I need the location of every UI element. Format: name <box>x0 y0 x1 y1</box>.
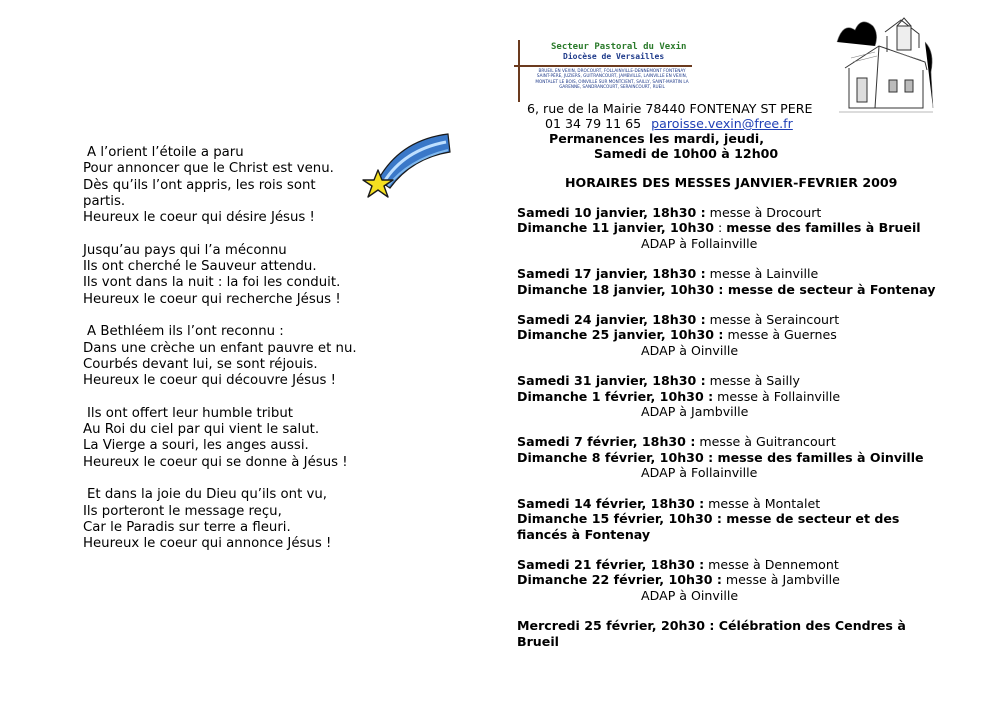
schedule-line: Dimanche 25 janvier, 10h30 : messe à Guernes <box>517 327 837 343</box>
church-illustration-icon <box>835 12 937 120</box>
adap-line: ADAP à Jambville <box>641 404 749 420</box>
poem-line: Ils vont dans la nuit : la foi les conduit. <box>83 275 341 291</box>
poem-line: A Bethléem ils l’ont reconnu : <box>87 324 284 340</box>
permanences-line-1: Permanences les mardi, jeudi, <box>549 131 764 146</box>
poem-line: Dès qu’ils l’ont appris, les rois sont <box>83 177 316 193</box>
poem-stanza-3 <box>83 324 383 389</box>
logo-subtitle: Diocèse de Versailles <box>563 52 665 61</box>
schedule-line: Samedi 31 janvier, 18h30 : messe à Sailly <box>517 373 800 389</box>
poem-line: Heureux le coeur qui recherche Jésus ! <box>83 291 341 307</box>
logo-villages: BRUEIL EN VEXIN, DROCOURT, FOLLAINVILLE-DENNEMONT FONTENAY SAINT-PÈRE, JUZIERS, GUITRANCOURT, JAMBVILLE, LAINVILLE EN VEXIN, MONTALET LE BOIS, OINVILLE SUR MONTCIENT, SAILLY, SAINT-MARTIN LA GARENNE, SANDRANCOURT, SERAINCOURT, RUEIL <box>535 68 689 90</box>
mass-schedule <box>517 205 967 664</box>
poem-line: Heureux le coeur qui découvre Jésus ! <box>83 373 337 389</box>
poem-line: Heureux le coeur qui se donne à Jésus ! <box>83 454 348 470</box>
adap-line: ADAP à Follainville <box>641 235 758 251</box>
cross-vertical <box>518 40 520 102</box>
poem-line: Heureux le coeur qui désire Jésus ! <box>83 210 315 226</box>
email-link[interactable]: paroisse.vexin@free.fr <box>651 116 793 131</box>
schedule-line: Samedi 14 février, 18h30 : messe à Montalet <box>517 495 821 511</box>
poem-stanza-4 <box>83 406 383 471</box>
poem-line: Ils ont offert leur humble tribut <box>87 405 293 421</box>
schedule-group <box>517 312 967 358</box>
logo-title: Secteur Pastoral du Vexin <box>551 42 687 52</box>
address: 6, rue de la Mairie 78440 FONTENAY ST PERE <box>527 101 813 116</box>
shooting-star-icon <box>360 130 452 202</box>
schedule-line: Mercredi 25 février, 20h30 : Célébration des Cendres à Brueil <box>517 618 906 649</box>
poem-line: Heureux le coeur qui annonce Jésus ! <box>83 536 332 552</box>
adap-line: ADAP à Oinville <box>641 342 739 358</box>
poem-line: partis. <box>83 193 126 209</box>
poem-line: Jusqu’au pays qui l’a méconnu <box>83 242 287 258</box>
phone: 01 34 79 11 65 <box>545 116 642 131</box>
schedule-group <box>517 618 967 649</box>
poem-line: Courbés devant lui, se sont réjouis. <box>83 356 318 372</box>
poem-line: Ils porteront le message reçu, <box>83 503 282 519</box>
poem-line: A l’orient l’étoile a paru <box>87 145 244 160</box>
poem-stanza-5 <box>83 487 383 552</box>
schedule-group <box>517 266 967 297</box>
schedule-group <box>517 373 967 419</box>
contact-line <box>545 116 793 131</box>
poem-stanza-1 <box>83 145 383 226</box>
schedule-line: Samedi 21 février, 18h30 : messe à Dennemont <box>517 556 839 572</box>
poem-stanza-2 <box>83 243 383 308</box>
cross-horizontal <box>514 65 692 67</box>
parish-logo <box>514 40 692 102</box>
poem-line: Dans une crèche un enfant pauvre et nu. <box>83 340 357 356</box>
schedule-group <box>517 496 967 542</box>
schedule-line: Samedi 7 février, 18h30 : messe à Guitrancourt <box>517 434 836 450</box>
schedule-line: Samedi 24 janvier, 18h30 : messe à Seraincourt <box>517 312 840 328</box>
poem-line: Pour annoncer que le Christ est venu. <box>83 161 334 177</box>
poem-line: Au Roi du ciel par qui vient le salut. <box>83 422 320 438</box>
schedule-line: Dimanche 11 janvier, 10h30 : messe des familles à Brueil <box>517 220 921 236</box>
schedule-title: HORAIRES DES MESSES JANVIER-FEVRIER 2009 <box>565 175 898 190</box>
poem-line: La Vierge a souri, les anges aussi. <box>83 438 309 454</box>
permanences-line-2: Samedi de 10h00 à 12h00 <box>594 146 779 161</box>
schedule-line: Dimanche 1 février, 10h30 : messe à Follainville <box>517 388 841 404</box>
poem-line: Car le Paradis sur terre a fleuri. <box>83 519 291 535</box>
poem <box>83 145 383 569</box>
poem-line: Et dans la joie du Dieu qu’ils ont vu, <box>87 487 328 503</box>
schedule-line: Dimanche 15 février, 10h30 : messe de secteur et des fiancés à Fontenay <box>517 511 900 542</box>
adap-line: ADAP à Follainville <box>641 465 758 481</box>
schedule-line: Samedi 10 janvier, 18h30 : messe à Drocourt <box>517 205 822 220</box>
poem-line: Ils ont cherché le Sauveur attendu. <box>83 259 317 275</box>
schedule-line: Dimanche 22 février, 10h30 : messe à Jambville <box>517 572 840 588</box>
schedule-line: Dimanche 18 janvier, 10h30 : messe de secteur à Fontenay <box>517 281 936 297</box>
schedule-line: Dimanche 8 février, 10h30 : messe des familles à Oinville <box>517 449 924 465</box>
schedule-group <box>517 205 967 251</box>
schedule-group <box>517 434 967 480</box>
schedule-group <box>517 557 967 603</box>
schedule-line: Samedi 17 janvier, 18h30 : messe à Lainville <box>517 266 819 282</box>
adap-line: ADAP à Oinville <box>641 587 739 603</box>
